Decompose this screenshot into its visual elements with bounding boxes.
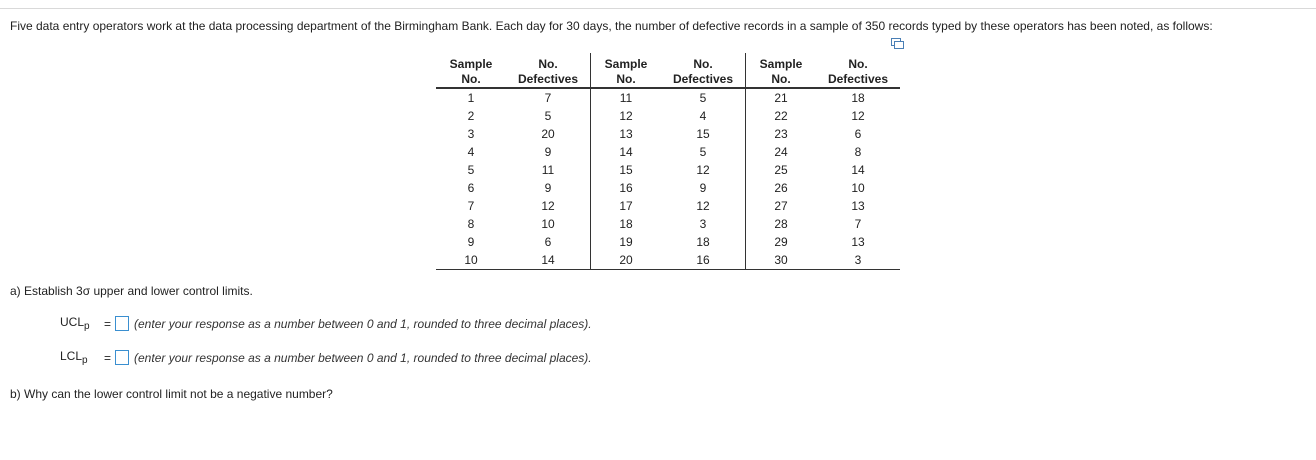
ucl-label-subscript: p (84, 321, 90, 332)
table-cell: 11 (591, 88, 662, 107)
table-cell: 8 (854, 145, 862, 159)
column-header-line: Defectives (672, 72, 734, 86)
table-cell: 6 (854, 127, 862, 141)
table-cell: 13 (591, 125, 662, 143)
table-row (436, 107, 900, 125)
lcl-hint: (enter your response as a number between 0 and 1, rounded to three decimal places). (134, 350, 592, 365)
table-cell: 28 (746, 215, 817, 233)
table-cell: 4 (699, 109, 707, 123)
table-cell: 20 (541, 127, 555, 141)
table-cell: 14 (851, 163, 865, 177)
table-cell: 14 (591, 143, 662, 161)
table-cell: 6 (544, 235, 552, 249)
ucl-label-text: UCL (60, 315, 85, 329)
lcl-answer-input[interactable] (115, 350, 129, 365)
table-cell: 3 (816, 251, 900, 270)
table-cell: 12 (696, 199, 710, 213)
table-cell: 30 (746, 251, 817, 270)
table-cell: 11 (541, 163, 555, 177)
table-cell: 5 (699, 145, 707, 159)
table-cell: 4 (467, 145, 475, 159)
table-cell: 16 (661, 251, 746, 270)
table-cell: 18 (591, 215, 662, 233)
part-a-question: a) Establish 3σ upper and lower control limits. (10, 284, 253, 298)
column-header (661, 53, 746, 88)
column-header-line: No. (616, 72, 636, 86)
lcl-equals: = (104, 350, 112, 365)
column-header-line: Sample (449, 57, 493, 71)
table-cell: 3 (467, 127, 475, 141)
table-row (436, 179, 900, 197)
table-row (436, 161, 900, 179)
column-header-line: No. (461, 72, 481, 86)
table-cell: 12 (591, 107, 662, 125)
column-header-line: No. (771, 72, 791, 86)
table-cell: 27 (746, 197, 817, 215)
table-cell: 23 (746, 125, 817, 143)
table-header-row (436, 53, 900, 88)
table-row (436, 251, 900, 270)
column-header-line: No. (848, 57, 868, 71)
lcl-row (60, 349, 592, 366)
table-cell: 9 (467, 235, 475, 249)
table-body (436, 88, 900, 270)
column-header (506, 53, 591, 88)
column-header-line: Sample (759, 57, 803, 71)
table-cell: 15 (696, 127, 710, 141)
table-cell: 12 (696, 163, 710, 177)
table-cell: 7 (544, 91, 552, 105)
table-cell: 20 (591, 251, 662, 270)
table-cell: 10 (436, 251, 506, 270)
table-row (436, 125, 900, 143)
column-header-line: No. (693, 57, 713, 71)
table-cell: 10 (851, 181, 865, 195)
table-cell: 5 (467, 163, 475, 177)
table-cell: 17 (591, 197, 662, 215)
table-cell: 3 (699, 217, 707, 231)
table-cell: 8 (467, 217, 475, 231)
table-cell: 10 (541, 217, 555, 231)
table-cell: 5 (544, 109, 552, 123)
column-header (591, 53, 662, 88)
table-cell: 5 (699, 91, 707, 105)
table-cell: 1 (467, 91, 475, 105)
table-cell: 12 (851, 109, 865, 123)
copy-icon[interactable] (891, 38, 904, 50)
lcl-label-text: LCL (60, 349, 83, 363)
part-b-question: b) Why can the lower control limit not be a negative number? (10, 387, 333, 401)
table-cell: 14 (506, 251, 591, 270)
problem-statement: Five data entry operators work at the data processing department of the Birmingham Bank. Each day for 30 days, the number of defective records in a sample of 350 records typed by these operators has been noted, as follows: (10, 19, 1213, 33)
table-cell: 21 (746, 88, 817, 107)
lcl-label (60, 349, 104, 366)
column-header-line: No. (538, 57, 558, 71)
ucl-hint: (enter your response as a number between 0 and 1, rounded to three decimal places). (134, 316, 592, 331)
table-cell: 2 (467, 109, 475, 123)
table-row (436, 88, 900, 107)
table-cell: 18 (851, 91, 865, 105)
table-cell: 9 (544, 181, 552, 195)
table-cell: 26 (746, 179, 817, 197)
column-header-line: Defectives (517, 72, 579, 86)
table-cell: 15 (591, 161, 662, 179)
top-divider (0, 8, 1316, 9)
table-cell: 29 (746, 233, 817, 251)
table-cell: 6 (467, 181, 475, 195)
defectives-table (436, 53, 900, 270)
ucl-answer-input[interactable] (115, 316, 129, 331)
table-cell: 9 (699, 181, 707, 195)
table-cell: 22 (746, 107, 817, 125)
table-cell: 16 (591, 179, 662, 197)
table-row (436, 215, 900, 233)
table-cell: 13 (851, 199, 865, 213)
table-cell: 19 (591, 233, 662, 251)
table-row (436, 143, 900, 161)
table-cell: 25 (746, 161, 817, 179)
column-header (746, 53, 817, 88)
table-cell: 9 (544, 145, 552, 159)
column-header (816, 53, 900, 88)
table-cell: 24 (746, 143, 817, 161)
column-header (436, 53, 506, 88)
table-cell: 13 (851, 235, 865, 249)
table-cell: 18 (696, 235, 710, 249)
table-row (436, 233, 900, 251)
ucl-row (60, 315, 592, 332)
table-cell: 7 (467, 199, 475, 213)
table-row (436, 197, 900, 215)
column-header-line: Sample (604, 57, 648, 71)
ucl-equals: = (104, 316, 112, 331)
lcl-label-subscript: p (82, 355, 88, 366)
table-cell: 7 (854, 217, 862, 231)
table-cell: 12 (541, 199, 555, 213)
ucl-label (60, 315, 104, 332)
column-header-line: Defectives (827, 72, 889, 86)
